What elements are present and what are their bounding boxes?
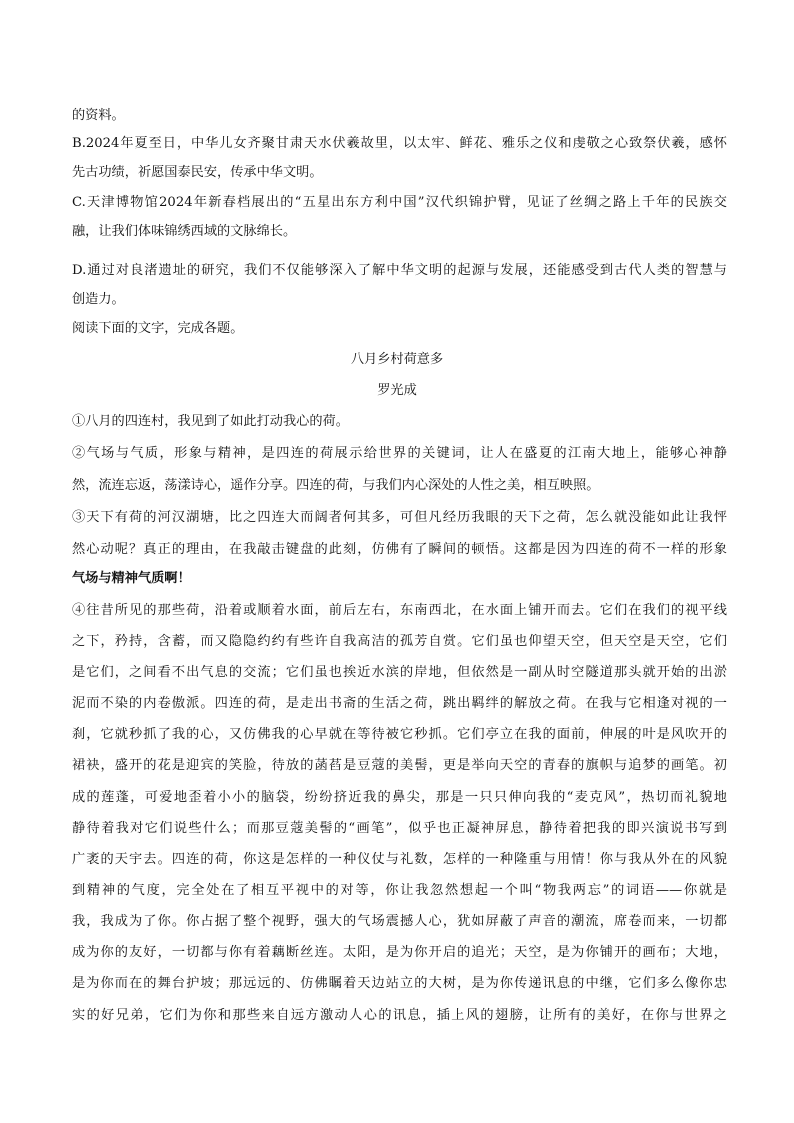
text-line: 我，我成为了你。你占据了整个视野，强大的气场震撼人心，犹如屏蔽了声音的潮流，席卷而来，一切都 bbox=[72, 914, 727, 929]
text-line: 到精神的气度，完全处在了相互平视中的对等，你让我忽然想起一个叫“物我两忘”的词语——你就是 bbox=[72, 883, 727, 898]
text-line: 创造力。 bbox=[72, 292, 125, 307]
text-line: 静待着我对它们说些什么；而那豆蔻美髻的“画笔”，似乎也正凝神屏息，静待着把我的即兴演说书写到 bbox=[72, 821, 727, 836]
text-line: ④往昔所见的那些荷，沿着或顺着水面，前后左右，东南西北，在水面上铺开而去。它们在我们的视平线 bbox=[72, 603, 727, 618]
text-line: 广袤的天宇去。四连的荷，你这是怎样的一种仪仗与礼数，怎样的一种隆重与用情！你与我从外在的风貌 bbox=[72, 852, 727, 867]
text-line: 的资料。 bbox=[72, 108, 125, 123]
text-line: 先古功绩，祈愿国泰民安，传承中华文明。 bbox=[72, 165, 323, 180]
article-author: 罗光成 bbox=[377, 383, 417, 398]
text-line: 泥而不染的内卷傲派。四连的荷，是走出书斋的生活之荷，跳出羁绊的解放之荷。在我与它相逢对视的一 bbox=[72, 696, 727, 711]
text-line: 之下，矜持，含蓄，而又隐隐约约有些许自我高洁的孤芳自赏。它们虽也仰望天空，但天空是天空，它们 bbox=[72, 634, 727, 649]
text-line: 刹，它就秒抓了我的心，又仿佛我的心早就在等待被它秒抓。它们亭立在我的面前，伸展的叶是风吹开的 bbox=[72, 727, 727, 742]
text-line: 裙袂，盛开的花是迎宾的笑脸，待放的菡萏是豆蔻的美髻，更是举向天空的青春的旗帜与追梦的画笔。初 bbox=[72, 758, 727, 773]
text-line: C.天津博物馆2024年新春档展出的“五星出东方利中国”汉代织锦护臂，见证了丝绸之路上千年的民族交 bbox=[72, 195, 727, 210]
text-line: 是为你而在的舞台护坡；那远远的、仿佛瞩着天边站立的大树，是为你传递讯息的中继，它们多么像你忠 bbox=[72, 976, 727, 991]
text-line: 成的莲蓬，可爱地歪着小小的脑袋，纷纷挤近我的鼻尖，那是一只只伸向我的“麦克风”，热切而礼貌地 bbox=[72, 790, 727, 805]
text-line: ①八月的四连村，我见到了如此打动我心的荷。 bbox=[72, 414, 349, 429]
text-line: 阅读下面的文字，完成各题。 bbox=[72, 321, 244, 336]
text-line: 然心动呢？真正的理由，在我敲击键盘的此刻，仿佛有了瞬间的顿悟。这都是因为四连的荷不一样的形象 bbox=[72, 542, 727, 557]
text-line: 然，流连忘返，荡漾诗心，遥作分享。四连的荷，与我们内心深处的人性之美，相互映照。 bbox=[72, 478, 600, 493]
text-line: B.2024年夏至日，中华儿女齐聚甘肃天水伏羲故里，以太牢、鲜花、雅乐之仪和虔敬之心致祭伏羲，感怀 bbox=[72, 136, 727, 151]
text-line: 气场与精神气质啊！ bbox=[72, 571, 191, 586]
text-line: D.通过对良渚遗址的研究，我们不仅能够深入了解中华文明的起源与发展，还能感受到古代人类的智慧与 bbox=[72, 263, 727, 278]
text-line: 是它们，之间看不出气息的交流；它们虽也挨近水滨的岸地，但依然是一副从时空隧道那头就开始的出淤 bbox=[72, 665, 727, 680]
text-line: 融，让我们体味锦绣西域的文脉绵长。 bbox=[72, 224, 297, 239]
text-line: ③天下有荷的河汉湖塘，比之四连大而阔者何其多，可但凡经历我眼的天下之荷，怎么就没能如此让我怦 bbox=[72, 510, 727, 525]
text-line: 实的好兄弟，它们为你和那些来自远方激动人心的讯息，插上风的翅膀，让所有的美好，在你与世界之 bbox=[72, 1008, 727, 1023]
text-line: ②气场与气质，形象与精神，是四连的荷展示给世界的关键词，让人在盛夏的江南大地上，能够心神静 bbox=[72, 446, 727, 461]
text-line: 成为你的友好，一切都与你有着藕断丝连。太阳，是为你开启的追光；天空，是为你铺开的画布；大地， bbox=[72, 945, 727, 960]
article-title: 八月乡村荷意多 bbox=[350, 352, 444, 367]
